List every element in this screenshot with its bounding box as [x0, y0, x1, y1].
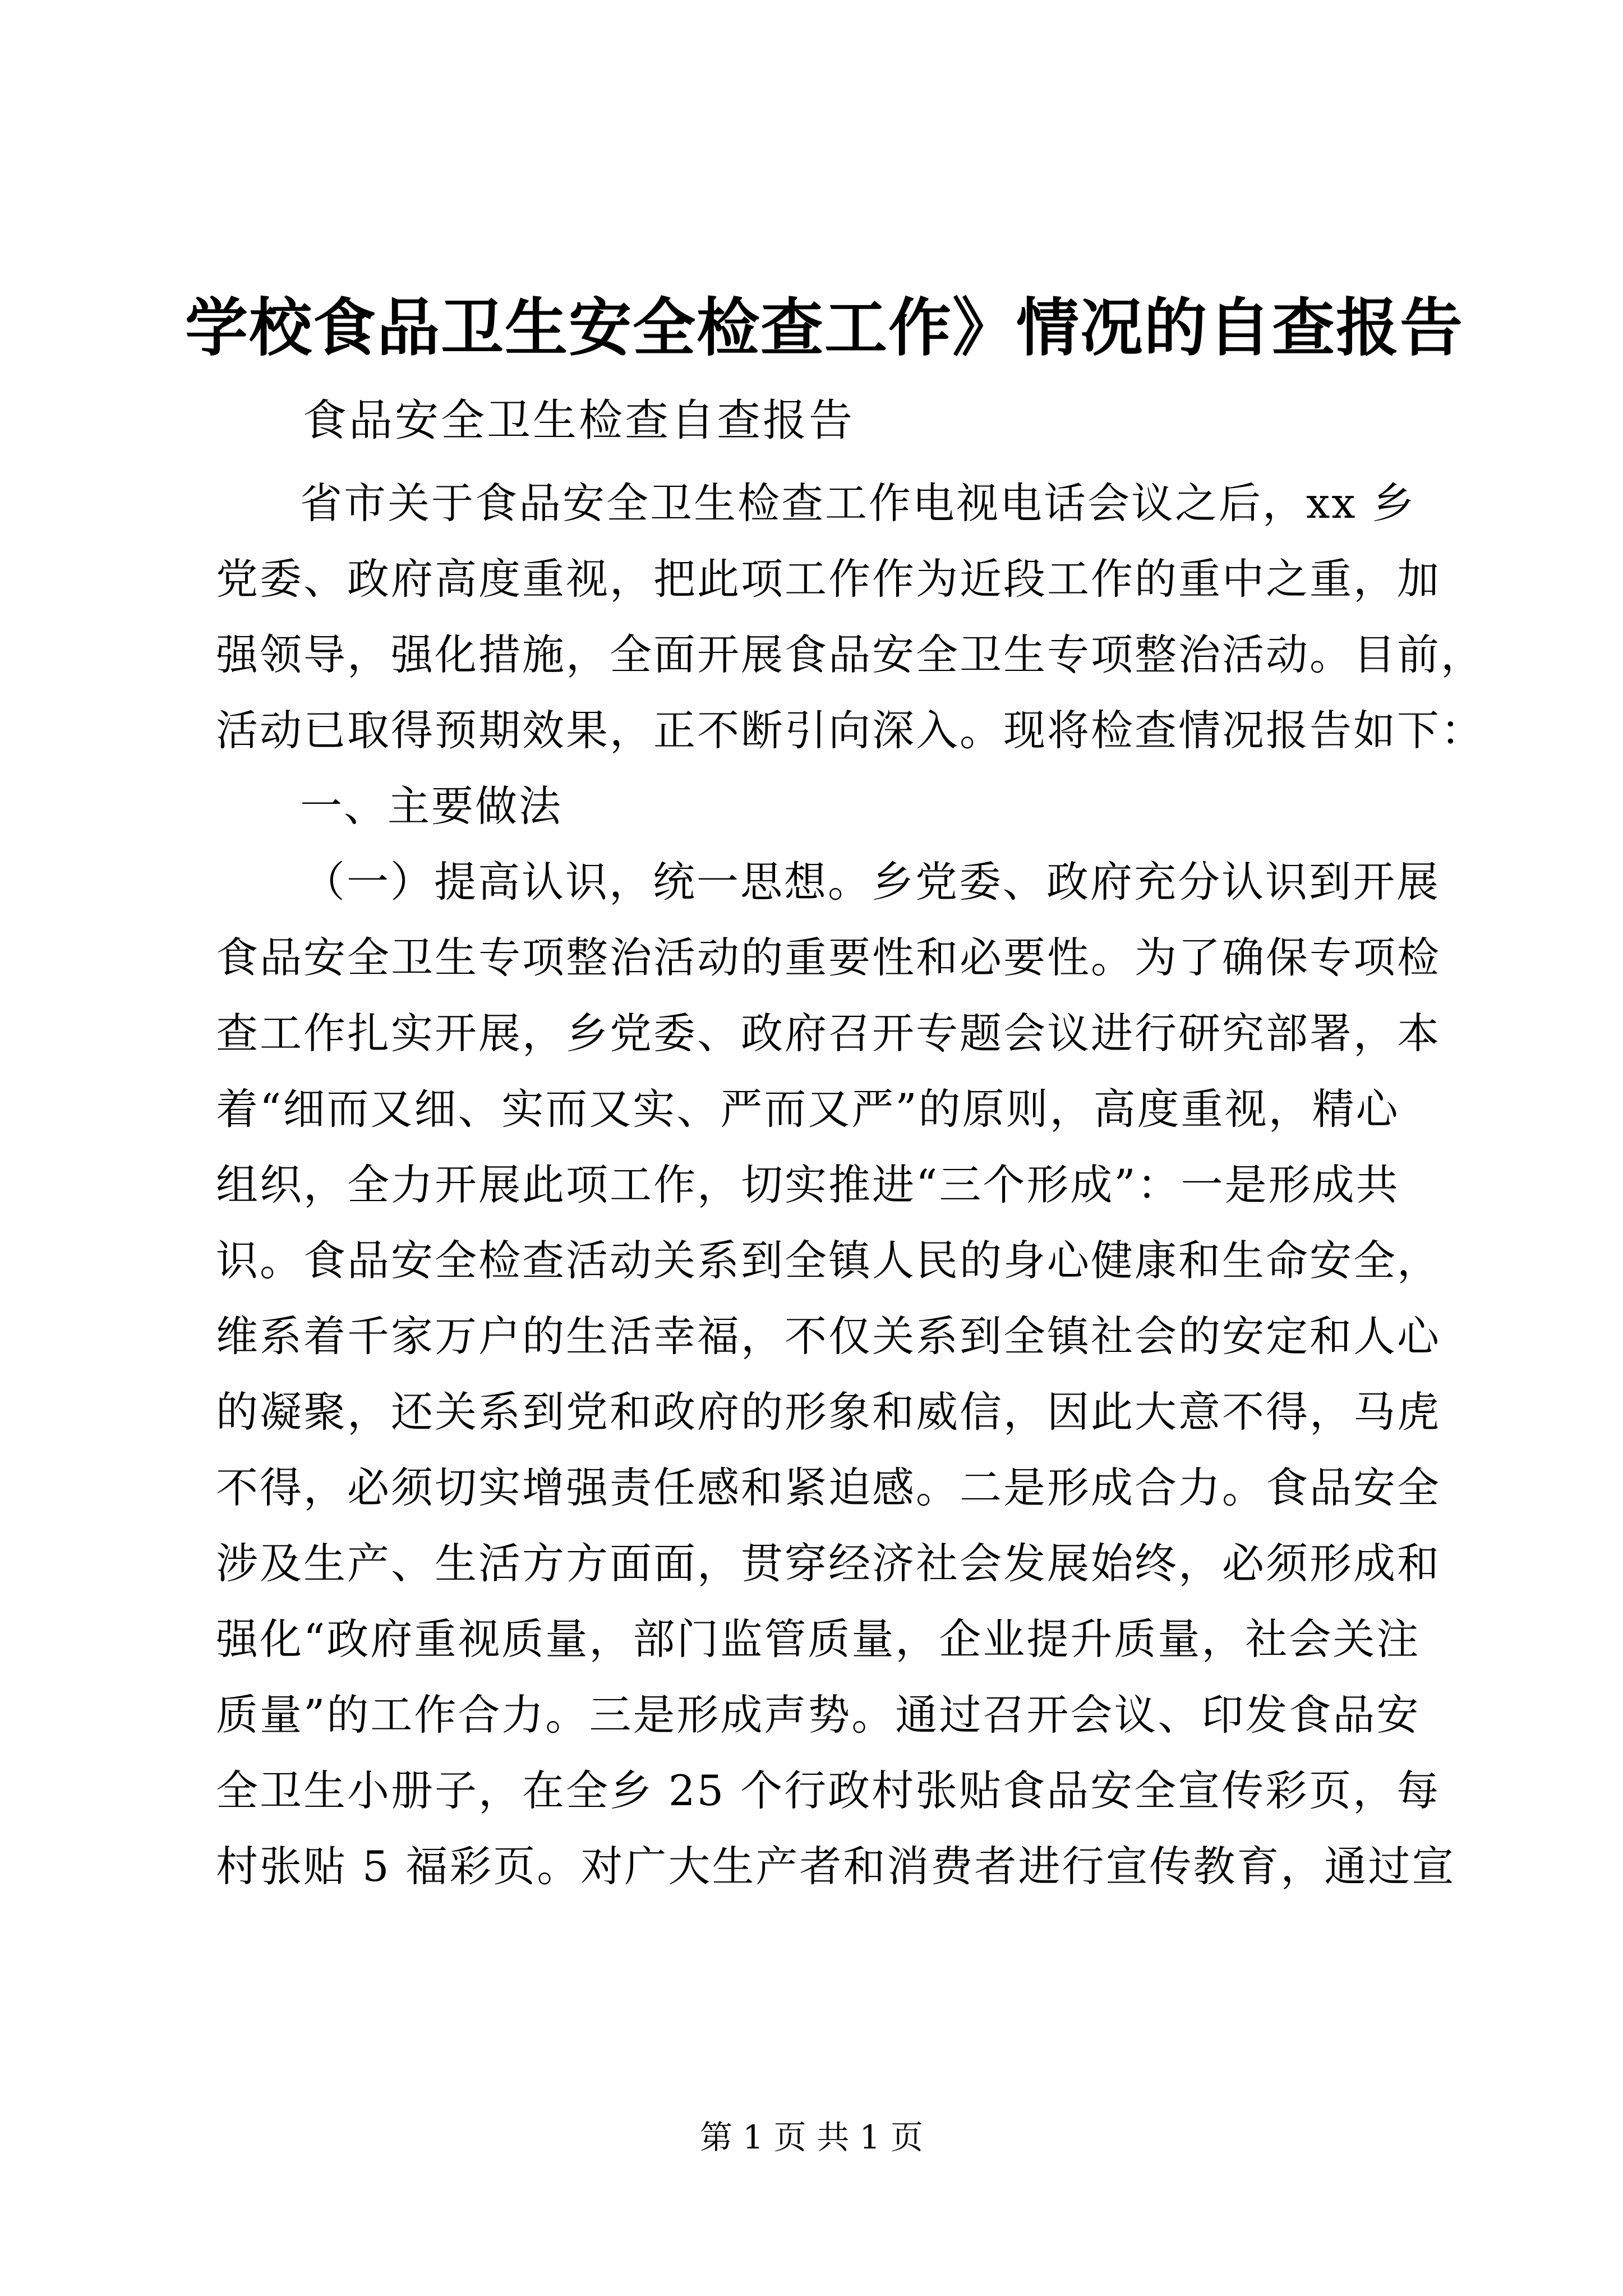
paragraph-line: 着“细而又细、实而又实、严而又严”的原则，高度重视，精心	[216, 1084, 1400, 1134]
paragraph-main	[216, 844, 1456, 1904]
paragraph-line: 查工作扎实开展，乡党委、政府召开专题会议进行研究部署，本	[216, 1009, 1441, 1058]
paragraph-line: 强化“政府重视质量，部门监管质量，企业提升质量，社会关注	[216, 1614, 1421, 1664]
paragraph-line: 的凝聚，还关系到党和政府的形象和威信，因此大意不得，马虎	[216, 1387, 1441, 1437]
paragraph-line: 活动已取得预期效果，正不断引向深入。现将检查情况报告如下：	[216, 706, 1485, 755]
paragraph-line: 识。食品安全检查活动关系到全镇人民的身心健康和生命安全，	[216, 1236, 1441, 1285]
section-heading	[216, 769, 1427, 844]
document-title: 学校食品卫生安全检查工作》情况的自查报告	[185, 291, 1464, 365]
paragraph-line: 组织，全力开展此项工作，切实推进“三个形成”：一是形成共	[216, 1160, 1400, 1209]
paragraph-line: 全卫生小册子，在全乡 25 个行政村张贴食品安全宣传彩页，每	[216, 1766, 1441, 1815]
section-heading-line: 一、主要做法	[300, 781, 563, 831]
paragraph-line: 质量”的工作合力。三是形成声势。通过召开会议、印发食品安	[216, 1690, 1421, 1740]
paragraph-line: 党委、政府高度重视，把此项工作作为近段工作的重中之重，加	[216, 554, 1441, 604]
paragraph-line: 食品安全卫生专项整治活动的重要性和必要性。为了确保专项检	[216, 933, 1441, 982]
paragraph-line: 维系着千家万户的生活幸福，不仅关系到全镇社会的安定和人心	[216, 1312, 1441, 1361]
paragraph-line: 涉及生产、生活方方面面，贯穿经济社会发展始终，必须形成和	[216, 1539, 1441, 1588]
paragraph-line: 省市关于食品安全卫生检查工作电视电话会议之后，xx 乡	[300, 478, 1416, 528]
paragraph-line: 不得，必须切实增强责任感和紧迫感。二是形成合力。食品安全	[216, 1463, 1441, 1512]
paragraph-intro	[216, 466, 1485, 769]
paragraph-line: 村张贴 5 福彩页。对广大生产者和消费者进行宣传教育，通过宣	[216, 1842, 1456, 1891]
page-number-footer: 第 1 页 共 1 页	[700, 2118, 923, 2156]
document-body	[216, 466, 1485, 1904]
document-subtitle: 食品安全卫生检查自查报告	[303, 395, 855, 446]
paragraph-line: （一）提高认识，统一思想。乡党委、政府充分认识到开展	[303, 857, 1441, 907]
paragraph-line: 强领导，强化措施，全面开展食品安全卫生专项整治活动。目前，	[216, 630, 1485, 679]
